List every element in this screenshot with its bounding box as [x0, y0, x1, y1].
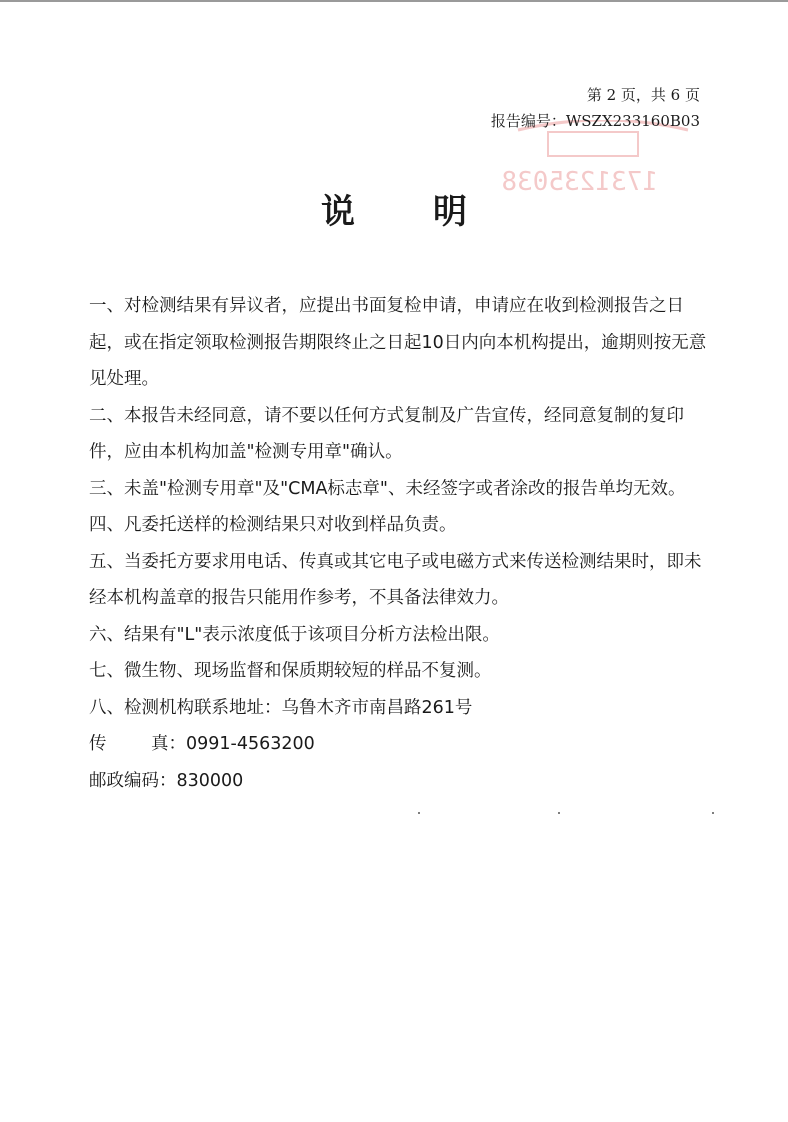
report-number: WSZX233160B03	[565, 112, 700, 130]
page-header	[491, 82, 700, 134]
note-item-2: 二、本报告未经同意，请不要以任何方式复制及广告宣传，经同意复制的复印件，应由本机构加盖"检测专用章"确认。	[89, 405, 684, 462]
page-title: 说明	[321, 192, 545, 232]
note-item-1: 一、对检测结果有异议者，应提出书面复检申请，申请应在收到检测报告之日起，或在指定领取检测报告期限终止之日起10日内向本机构提出，逾期则按无意见处理。	[89, 296, 707, 389]
note-item-5: 五、当委托方要求用电话、传真或其它电子或电磁方式来传送检测结果时，即未经本机构盖章的报告只能用作参考，不具备法律效力。	[89, 551, 702, 608]
postal-code: 830000	[176, 770, 244, 791]
page-info: 第 2 页，共 6 页	[586, 86, 700, 104]
fax-line	[89, 726, 709, 763]
svg-text:1731235038: 1731235038	[501, 167, 658, 197]
fax-number: 0991-4563200	[186, 734, 315, 754]
note-item-7: 七、微生物、现场监督和保质期较短的样品不复测。	[89, 661, 492, 681]
note-item-6: 六、结果有"L"表示浓度低于该项目分析方法检出限。	[89, 624, 500, 645]
note-item-8: 八、检测机构联系地址：乌鲁木齐市南昌路261号	[89, 697, 473, 718]
postal-label: 邮政编码：	[89, 770, 177, 791]
postal-line	[89, 763, 709, 800]
note-item-4: 四、凡委托送样的检测结果只对收到样品负责。	[89, 515, 457, 535]
page-top-edge	[0, 0, 788, 2]
fax-label: 传 真：	[89, 734, 187, 754]
report-number-label: 报告编号：	[490, 112, 566, 130]
notes-body	[89, 288, 709, 799]
note-item-3: 三、未盖"检测专用章"及"CMA标志章"、未经签字或者涂改的报告单均无效。	[89, 478, 686, 499]
report-number-line	[491, 108, 700, 134]
